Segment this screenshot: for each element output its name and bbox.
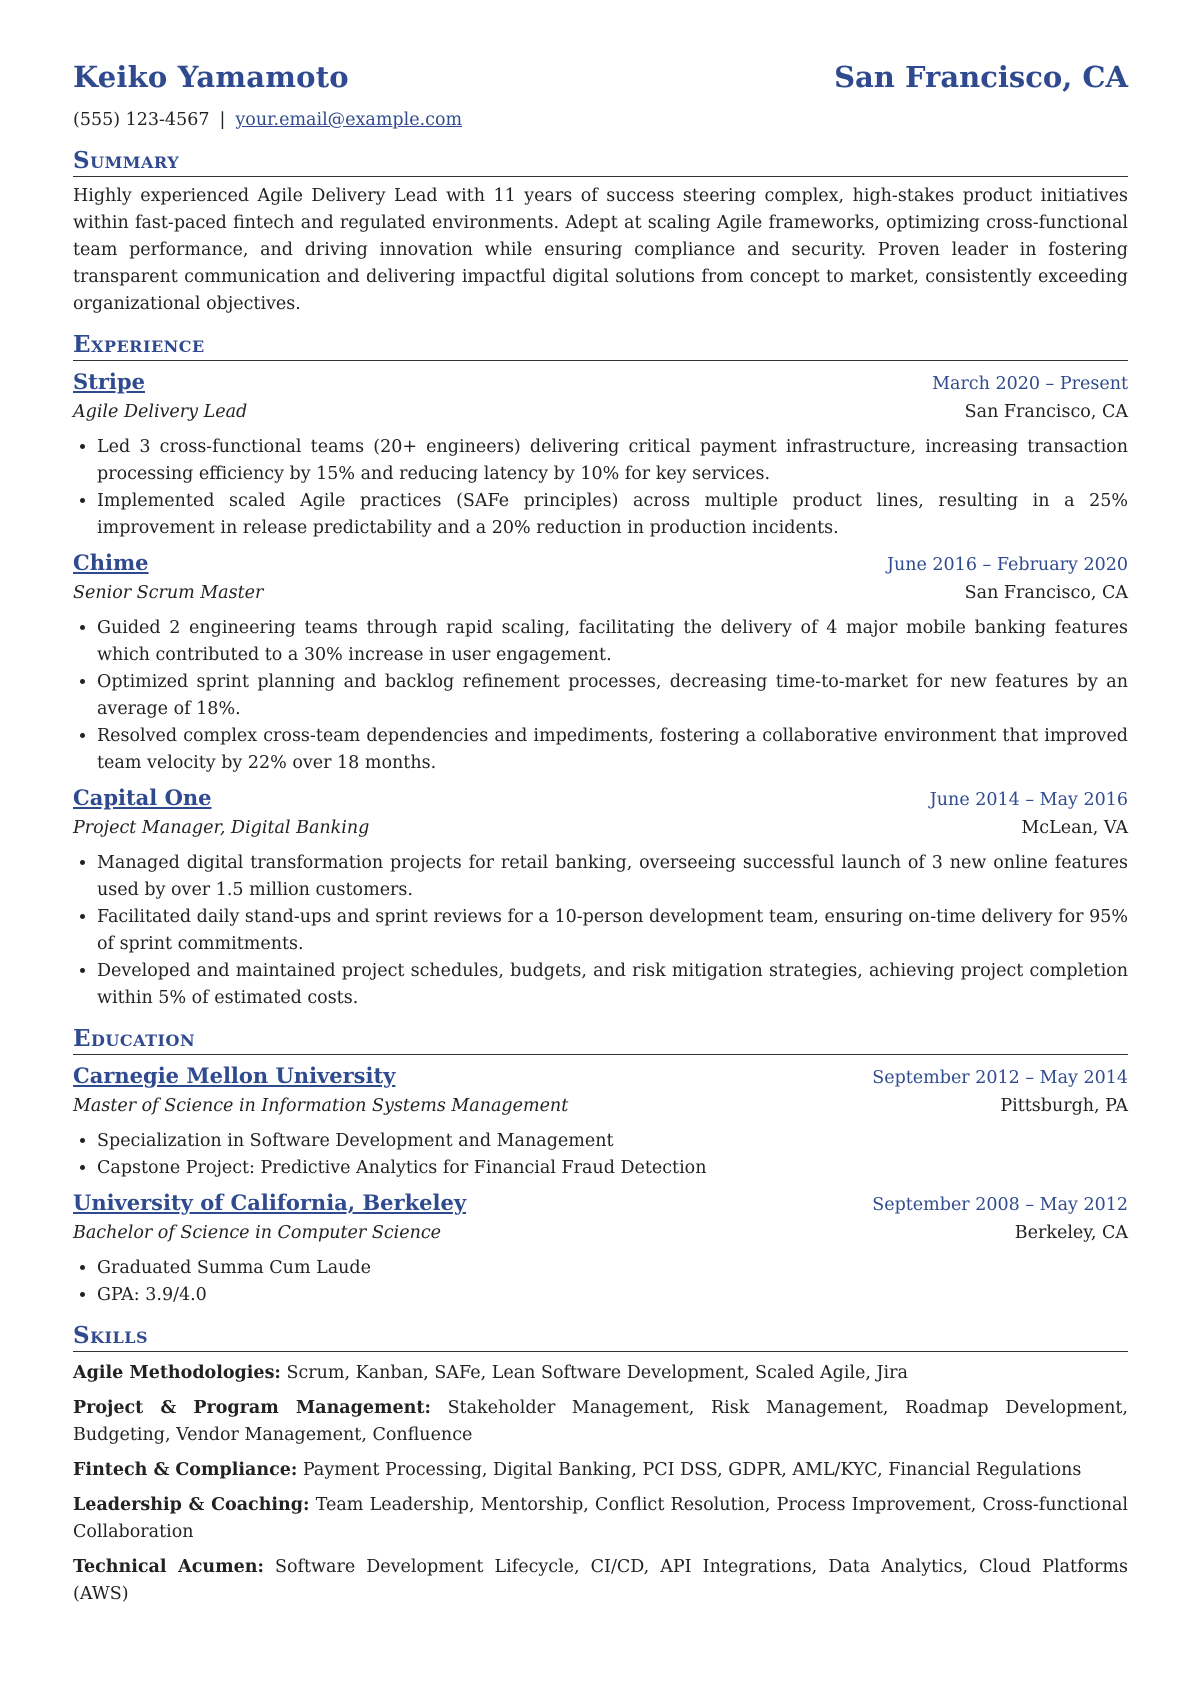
skill-label: Fintech & Compliance: xyxy=(73,1460,298,1480)
company-link[interactable]: Stripe xyxy=(73,369,145,394)
skill-line xyxy=(73,1457,1128,1484)
education-section xyxy=(73,1024,1128,1309)
skill-line xyxy=(73,1395,1128,1449)
bullet-item: • Capstone Project: Predictive Analytics for Financial Fraud Detection xyxy=(97,1155,1128,1182)
institution-link[interactable]: University of California, Berkeley xyxy=(73,1190,467,1215)
education-entry xyxy=(73,1061,1128,1182)
candidate-location: San Francisco, CA xyxy=(834,60,1128,94)
skills-section xyxy=(73,1321,1128,1608)
skill-value: Scrum, Kanban, SAFe, Lean Software Development, Scaled Agile, Jira xyxy=(286,1363,908,1383)
skill-value: Payment Processing, Digital Banking, PCI DSS, GDPR, AML/KYC, Financial Regulations xyxy=(302,1460,1082,1480)
skill-label: Leadership & Coaching: xyxy=(73,1495,310,1515)
entry-dates: March 2020 – Present xyxy=(932,374,1128,394)
company-link[interactable]: Capital One xyxy=(73,785,212,810)
job-title: Agile Delivery Lead xyxy=(73,402,248,422)
degree-title: Master of Science in Information Systems Management xyxy=(73,1096,569,1116)
institution-link[interactable]: Carnegie Mellon University xyxy=(73,1063,396,1088)
job-title: Project Manager, Digital Banking xyxy=(73,818,370,838)
bullet-list xyxy=(73,1128,1128,1182)
bullet-list xyxy=(73,434,1128,542)
bullet-item: • Optimized sprint planning and backlog refinement processes, decreasing time-to-market for new features by an average of 18%. xyxy=(97,669,1128,723)
bullet-item: • Managed digital transformation projects for retail banking, overseeing successful launch of 3 new online features used by over 1.5 million customers. xyxy=(97,850,1128,904)
skill-line xyxy=(73,1360,1128,1387)
bullet-item: • Facilitated daily stand-ups and sprint reviews for a 10-person development team, ensuring on-time delivery for 95% of sprint commitments. xyxy=(97,904,1128,958)
contact-line xyxy=(73,110,1128,134)
bullet-list xyxy=(73,1255,1128,1309)
resume-page xyxy=(73,60,1128,1608)
email-link[interactable]: your.email@example.com xyxy=(235,110,463,130)
bullet-item: • Graduated Summa Cum Laude xyxy=(97,1255,1128,1282)
bullet-item: • Guided 2 engineering teams through rapid scaling, facilitating the delivery of 4 major mobile banking features which contributed to a 30% increase in user engagement. xyxy=(97,615,1128,669)
job-title: Senior Scrum Master xyxy=(73,583,264,603)
bullet-item: • Implemented scaled Agile practices (SAFe principles) across multiple product lines, resulting in a 25% improvement in release predictability and a 20% reduction in production incidents. xyxy=(97,488,1128,542)
section-title-education: Education xyxy=(73,1024,1128,1055)
phone-number: (555) 123-4567 xyxy=(73,110,210,130)
experience-entry xyxy=(73,548,1128,777)
degree-title: Bachelor of Science in Computer Science xyxy=(73,1223,442,1243)
entry-dates: June 2016 – February 2020 xyxy=(886,555,1128,575)
entry-location: McLean, VA xyxy=(1021,818,1128,838)
skill-value: Team Leadership, Mentorship, Conflict Resolution, Process Improvement, Cross-functional Collaboration xyxy=(73,1495,1128,1542)
education-entry xyxy=(73,1188,1128,1309)
skill-label: Agile Methodologies: xyxy=(73,1363,281,1383)
company-link[interactable]: Chime xyxy=(73,550,149,575)
bullet-item: • Resolved complex cross-team dependencies and impediments, fostering a collaborative environment that improved team velocity by 22% over 18 months. xyxy=(97,723,1128,777)
entry-location: Berkeley, CA xyxy=(1014,1223,1128,1243)
entry-location: San Francisco, CA xyxy=(964,402,1128,422)
summary-section xyxy=(73,146,1128,318)
skill-value: Stakeholder Management, Risk Management, Roadmap Development, Budgeting, Vendor Management, Confluence xyxy=(73,1398,1128,1445)
skill-label: Project & Program Management: xyxy=(73,1398,431,1418)
contact-separator: | xyxy=(219,110,226,130)
skill-line xyxy=(73,1554,1128,1608)
section-title-skills: Skills xyxy=(73,1321,1128,1352)
bullet-list xyxy=(73,850,1128,1012)
bullet-item: • GPA: 3.9/4.0 xyxy=(97,1282,1128,1309)
skill-line xyxy=(73,1492,1128,1546)
experience-entry xyxy=(73,367,1128,542)
entry-dates: June 2014 – May 2016 xyxy=(929,790,1128,810)
summary-text: Highly experienced Agile Delivery Lead with 11 years of success steering complex, high-stakes product initiatives within fast-paced fintech and regulated environments. Adept at scaling Agile frameworks, optimizing cross-functional team performance, and driving innovation while ensuring compliance and security. Proven leader in fostering transparent communication and delivering impactful digital solutions from concept to market, consistently exceeding organizational objectives. xyxy=(73,186,1128,314)
entry-location: Pittsburgh, PA xyxy=(1000,1096,1128,1116)
bullet-item: • Led 3 cross-functional teams (20+ engineers) delivering critical payment infrastructure, increasing transaction processing efficiency by 15% and reducing latency by 10% for key services. xyxy=(97,434,1128,488)
section-title-experience: Experience xyxy=(73,330,1128,361)
bullet-list xyxy=(73,615,1128,777)
entry-dates: September 2012 – May 2014 xyxy=(872,1068,1128,1088)
entry-dates: September 2008 – May 2012 xyxy=(872,1195,1128,1215)
resume-header xyxy=(73,60,1128,106)
experience-section xyxy=(73,330,1128,1012)
entry-location: San Francisco, CA xyxy=(964,583,1128,603)
experience-entry xyxy=(73,783,1128,1012)
bullet-item: • Specialization in Software Development and Management xyxy=(97,1128,1128,1155)
bullet-item: • Developed and maintained project schedules, budgets, and risk mitigation strategies, achieving project completion within 5% of estimated costs. xyxy=(97,958,1128,1012)
skill-label: Technical Acumen: xyxy=(73,1557,264,1577)
candidate-name: Keiko Yamamoto xyxy=(73,60,349,94)
skill-value: Software Development Lifecycle, CI/CD, API Integrations, Data Analytics, Cloud Platforms (AWS) xyxy=(73,1557,1128,1604)
section-title-summary: Summary xyxy=(73,146,1128,177)
